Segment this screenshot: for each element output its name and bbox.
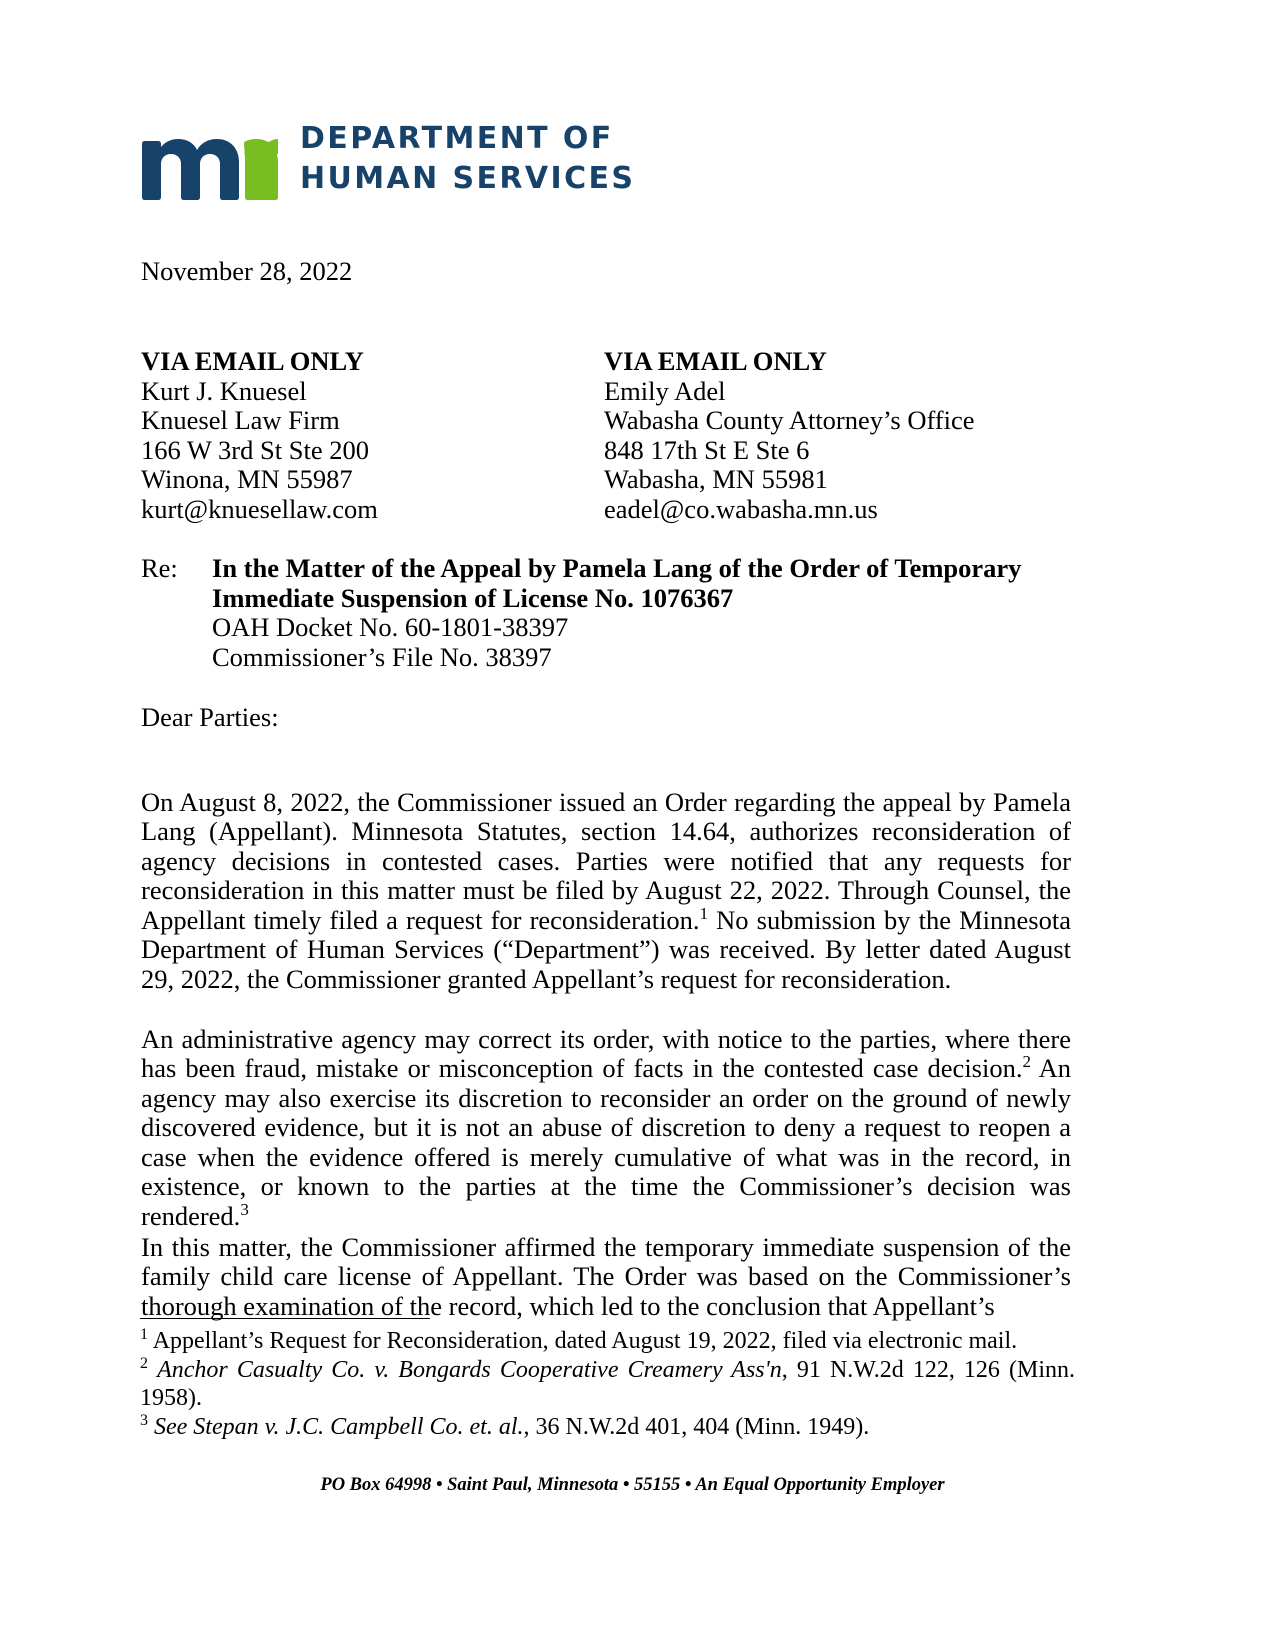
footnote-list	[140, 1327, 1075, 1441]
subject-title-line2: Immediate Suspension of License No. 1076367	[212, 582, 734, 613]
footnote-number-3: 3	[140, 1411, 148, 1429]
p2-text-b: An agency may also exercise its discretion to reconsider an order on the ground of newly discovered evidence, but it is not an abuse of discretion to deny a request to reopen a case when the evidence offered is merely cumulative of what was in the record, in existence, or known to the parties at the time the Commissioner’s decision was rendered.	[141, 1053, 1071, 1231]
subject-block	[141, 554, 1101, 672]
footnote-text-1: Appellant’s Request for Reconsideration, dated August 19, 2022, filed via electronic mail.	[152, 1328, 1018, 1354]
recipient-citystatezip-1: Winona, MN 55987	[141, 464, 353, 494]
recipient-org-1: Knuesel Law Firm	[141, 405, 340, 435]
letterhead	[140, 118, 635, 200]
footnote-ref-1: 1	[699, 903, 709, 923]
body-paragraph-1	[141, 788, 1071, 995]
recipient-email-2: eadel@co.wabasha.mn.us	[604, 493, 878, 524]
recipient-block-1	[141, 347, 378, 524]
body-paragraph-2	[141, 1025, 1071, 1232]
recipient-street-2: 848 17th St E Ste 6	[604, 434, 810, 465]
page-footer: PO Box 64998 • Saint Paul, Minnesota • 55155 • An Equal Opportunity Employer	[320, 1475, 945, 1495]
footnote-ref-3: 3	[240, 1199, 249, 1219]
recipient-block-2	[604, 347, 975, 524]
recipient-street-1: 166 W 3rd St Ste 200	[141, 434, 369, 465]
recipient-name-1: Kurt J. Knuesel	[141, 375, 307, 406]
subject-docket: OAH Docket No. 60-1801-38397	[212, 612, 569, 643]
recipient-citystatezip-2: Wabasha, MN 55981	[604, 464, 828, 494]
footnote-text-2: , 91 N.W.2d 122, 126 (Minn. 1958).	[140, 1356, 1076, 1411]
agency-name	[300, 119, 635, 199]
footnote-ref-2: 2	[1022, 1052, 1031, 1072]
delivery-note-2: VIA EMAIL ONLY	[604, 346, 827, 376]
agency-name-line2: HUMAN SERVICES	[300, 161, 636, 196]
subject-label: Re:	[141, 553, 178, 583]
p1-text-b: No submission by the Minnesota Department of Human Services (“Department”) was received. By letter dated August 29, 2022, the Commissioner granted Appellant’s request for reconsideration.	[141, 904, 1071, 994]
footnote-item-3	[140, 1413, 1075, 1442]
footnote-citation-3: See Stepan v. J.C. Campbell Co. et. al.	[154, 1413, 524, 1440]
p2-text-a: An administrative agency may correct its order, with notice to the parties, where there has been fraud, mistake or misconception of facts in the contested case decision.	[141, 1023, 1071, 1083]
letter-date: November 28, 2022	[141, 256, 353, 286]
delivery-note-1: VIA EMAIL ONLY	[141, 346, 364, 376]
footnote-item-1	[140, 1327, 1075, 1356]
footnote-number-1: 1	[140, 1326, 148, 1343]
p1-text-a: On August 8, 2022, the Commissioner issued an Order regarding the appeal by Pamela Lang (Appellant). Minnesota Statutes, section 14.64, authorizes reconsideration of agency decisions in contested cases. Parties were notified that any requests for reconsideration in this matter must be filed by August 22, 2022. Through Counsel, the Appellant timely filed a request for reconsideration.	[141, 786, 1071, 935]
subject-body	[212, 554, 1101, 672]
agency-name-line1: DEPARTMENT OF	[300, 121, 614, 157]
recipient-org-2: Wabasha County Attorney’s Office	[604, 405, 975, 435]
salutation: Dear Parties:	[141, 702, 279, 732]
footnote-separator	[140, 1318, 430, 1319]
recipient-email-1: kurt@knuesellaw.com	[141, 493, 378, 524]
footnote-text-3: , 36 N.W.2d 401, 404 (Minn. 1949).	[523, 1413, 870, 1440]
subject-title-line1: In the Matter of the Appeal by Pamela Lang of the Order of Temporary	[212, 553, 1022, 583]
recipient-name-2: Emily Adel	[604, 375, 726, 406]
footnote-item-2	[140, 1356, 1075, 1413]
footnote-citation-2: Anchor Casualty Co. v. Bongards Cooperative Creamery Ass'n	[157, 1356, 782, 1383]
body-paragraph-3: In this matter, the Commissioner affirmed the temporary immediate suspension of the family child care license of Appellant. The Order was based on the Commissioner’s thorough examination of the record, which led to the conclusion that Appellant’s	[141, 1231, 1071, 1321]
mn-state-logo	[140, 118, 278, 200]
subject-file-no: Commissioner’s File No. 38397	[212, 641, 552, 672]
footnote-number-2: 2	[140, 1354, 148, 1372]
